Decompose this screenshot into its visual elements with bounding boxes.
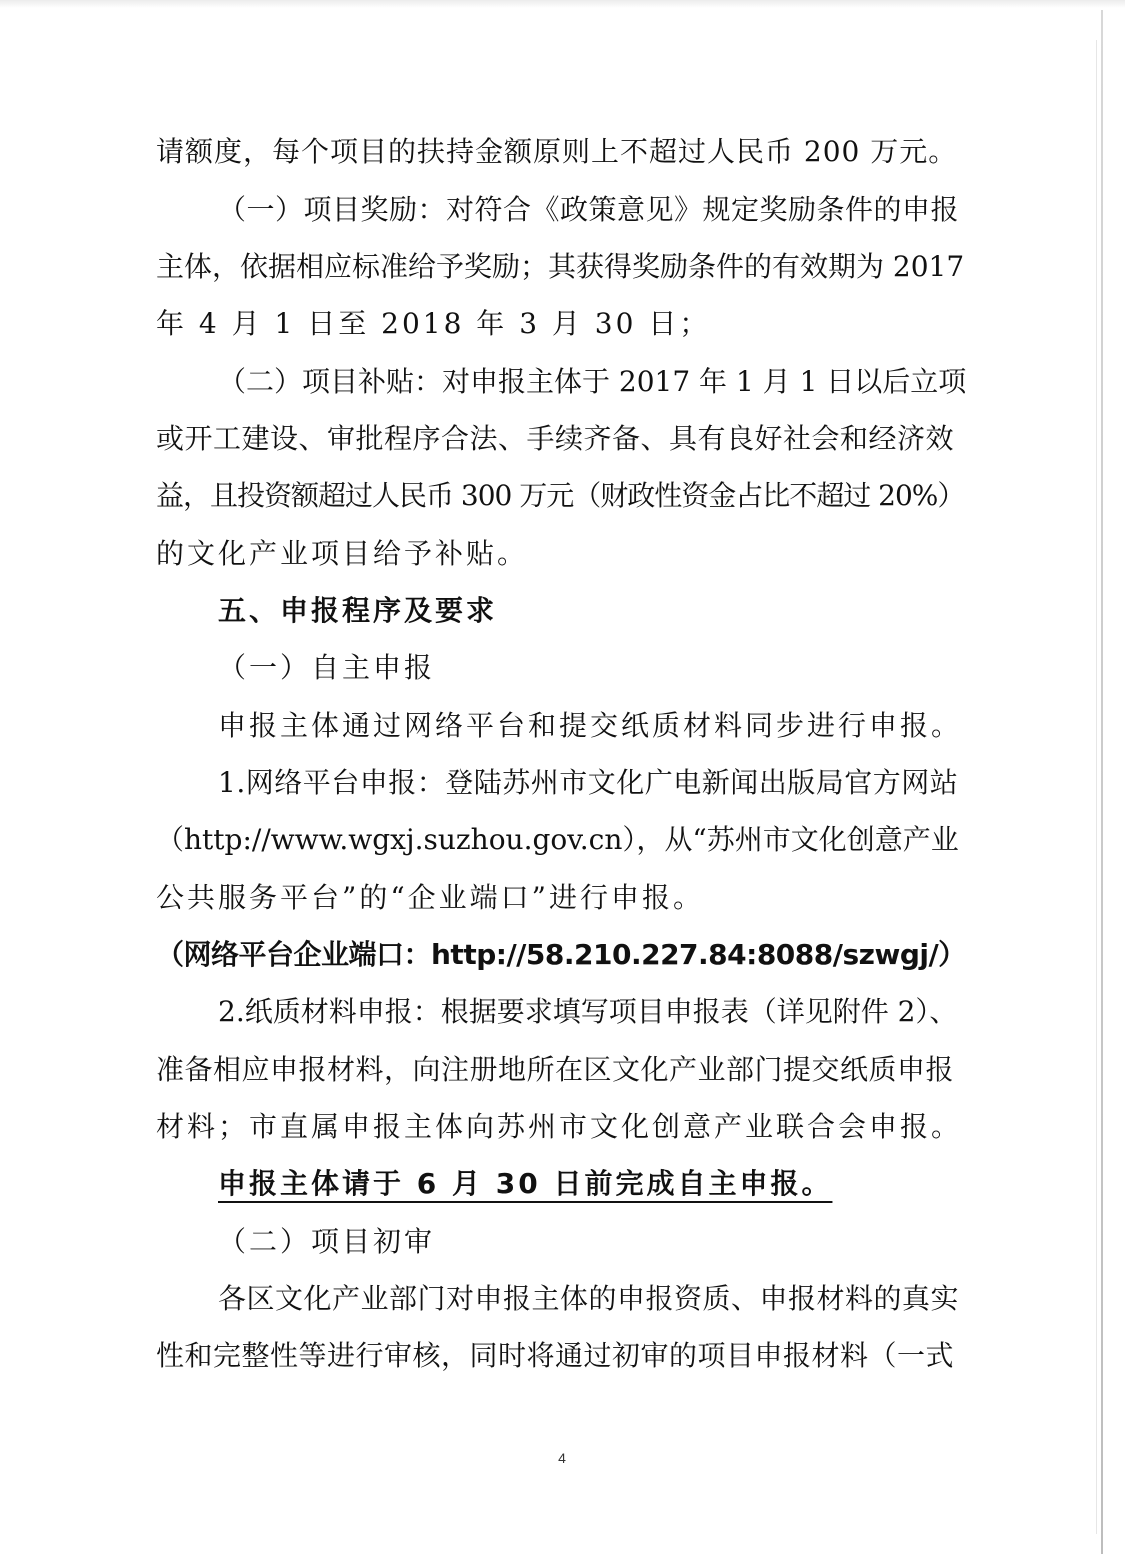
text-line: 的文化产业项目给予补贴。 xyxy=(156,537,529,570)
text-line: 1.网络平台申报：登陆苏州市文化广电新闻出版局官方网站 xyxy=(218,766,959,799)
text-line: 准备相应申报材料，向注册地所在区文化产业部门提交纸质申报 xyxy=(156,1053,955,1086)
text-line: 各区文化产业部门对申报主体的申报资质、申报材料的真实 xyxy=(218,1282,960,1315)
section-heading: 五、申报程序及要求 xyxy=(218,594,498,627)
text-line: （http://www.wgxj.suzhou.gov.cn），从“苏州市文化创意产业 xyxy=(156,823,959,856)
platform-link-note: （网络平台企业端口：http://58.210.227.84:8088/szwgj/） xyxy=(156,938,966,971)
text-line: 材料；市直属申报主体向苏州市文化创意产业联合会申报。 xyxy=(156,1110,963,1143)
text-line: （一）项目奖励：对符合《政策意见》规定奖励条件的申报 xyxy=(218,193,960,226)
page-edge xyxy=(1101,10,1103,1554)
page-top-shadow xyxy=(0,0,1125,8)
text-line: 主体，依据相应标准给予奖励；其获得奖励条件的有效期为 2017 xyxy=(156,250,965,283)
text-line: 或开工建设、审批程序合法、手续齐备、具有良好社会和经济效 xyxy=(156,422,955,455)
text-line: 2.纸质材料申报：根据要求填写项目申报表（详见附件 2）、 xyxy=(218,995,958,1028)
text-line: 申报主体通过网络平台和提交纸质材料同步进行申报。 xyxy=(218,709,963,742)
text-line: （二）项目补贴：对申报主体于 2017 年 1 月 1 日以后立项 xyxy=(218,365,967,398)
subsection-heading: （二）项目初审 xyxy=(218,1225,436,1258)
text-line: 年 4 月 1 日至 2018 年 3 月 30 日； xyxy=(156,307,711,340)
text-line: 公共服务平台”的“企业端口”进行申报。 xyxy=(156,881,704,914)
text-line: 益，且投资额超过人民币 300 万元（财政性资金占比不超过 20%） xyxy=(156,479,965,512)
page-number: 4 xyxy=(558,1450,566,1466)
text-line: 性和完整性等进行审核，同时将通过初审的项目申报材料（一式 xyxy=(156,1339,955,1372)
page-edge-inner xyxy=(1096,40,1097,1534)
subsection-heading: （一）自主申报 xyxy=(218,651,436,684)
deadline-notice: 申报主体请于 6 月 30 日前完成自主申报。 xyxy=(218,1167,833,1200)
text-line: 请额度，每个项目的扶持金额原则上不超过人民币 200 万元。 xyxy=(156,135,958,168)
